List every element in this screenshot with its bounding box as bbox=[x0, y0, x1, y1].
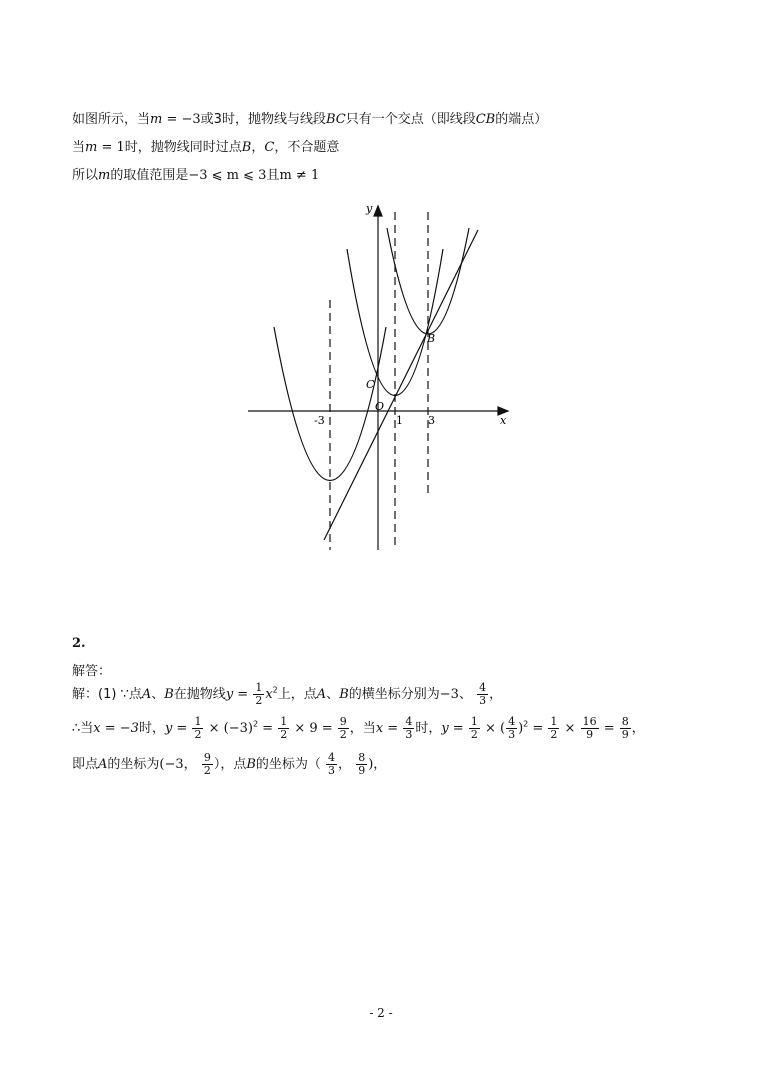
math-expr: = −3 bbox=[162, 112, 201, 127]
math-var: B bbox=[241, 140, 252, 155]
text: 时， bbox=[138, 721, 165, 736]
numerator: 8 bbox=[621, 715, 629, 728]
intro-line-3 bbox=[72, 164, 319, 183]
text: 、 bbox=[151, 687, 165, 702]
text: 、 bbox=[326, 687, 340, 702]
text: 的端点） bbox=[495, 112, 548, 127]
math-var: A bbox=[141, 687, 152, 702]
math-var: A bbox=[316, 687, 327, 702]
math-var: BC bbox=[325, 112, 346, 127]
math-expr: × 9 = bbox=[290, 721, 333, 736]
fraction bbox=[338, 716, 349, 741]
math-var: m bbox=[150, 112, 163, 127]
denominator: 2 bbox=[550, 728, 558, 741]
math-expr: × (−3) bbox=[204, 721, 253, 736]
text: 且 bbox=[266, 168, 280, 183]
numerator: 4 bbox=[508, 715, 516, 728]
text: 时， bbox=[415, 721, 442, 736]
text: 或3时，抛物线与线段 bbox=[200, 112, 326, 127]
fraction bbox=[506, 716, 517, 741]
numerator: 1 bbox=[280, 715, 288, 728]
tick-3-label: 3 bbox=[428, 414, 435, 427]
fraction bbox=[620, 716, 631, 741]
fraction bbox=[326, 752, 337, 777]
denominator: 3 bbox=[405, 728, 413, 741]
denominator: 2 bbox=[255, 694, 263, 707]
fraction bbox=[192, 716, 203, 741]
math-expr: = bbox=[599, 721, 615, 736]
text: ， bbox=[631, 721, 645, 736]
math-expr: ) bbox=[518, 721, 524, 736]
text: 解：(1) ∵点 bbox=[72, 687, 142, 702]
exponent: 2 bbox=[523, 719, 529, 729]
math-expr: −3 ⩽ m ⩽ 3 bbox=[188, 168, 267, 183]
y-axis-label: y bbox=[366, 202, 373, 215]
numerator: 4 bbox=[328, 751, 336, 764]
math-expr: × bbox=[560, 721, 576, 736]
point-b-label: B bbox=[427, 332, 436, 345]
math-expr: m ≠ 1 bbox=[279, 168, 320, 183]
math-var: B bbox=[246, 757, 256, 772]
numerator: 4 bbox=[405, 715, 413, 728]
solution-line-1 bbox=[72, 682, 502, 707]
point-c-label: C bbox=[366, 378, 375, 391]
text: 如图所示，当 bbox=[72, 112, 151, 127]
math-expr: (−3， bbox=[159, 757, 197, 772]
x-axis-label: x bbox=[500, 414, 507, 427]
denominator: 2 bbox=[280, 728, 288, 741]
text: ， bbox=[338, 757, 352, 772]
math-var: CB bbox=[475, 112, 496, 127]
text: 的横坐标分别为 bbox=[348, 687, 440, 702]
text: 即点 bbox=[72, 757, 99, 772]
math-var: m bbox=[85, 140, 98, 155]
text: 上，点 bbox=[277, 687, 317, 702]
math-var: m bbox=[98, 168, 111, 183]
denominator: 2 bbox=[470, 728, 478, 741]
denominator: 9 bbox=[621, 728, 629, 741]
page-number: - 2 - bbox=[369, 1006, 393, 1020]
exponent: 2 bbox=[252, 719, 259, 729]
fraction bbox=[356, 752, 367, 777]
line-through-points bbox=[324, 230, 478, 540]
text: 的取值范围是 bbox=[110, 168, 189, 183]
text: ∴当 bbox=[72, 721, 94, 736]
fraction bbox=[477, 682, 488, 707]
y-axis-arrow bbox=[374, 206, 382, 216]
answer-label: 解答： bbox=[72, 664, 112, 679]
question-number: 2. bbox=[72, 636, 86, 651]
text: ，不合题意 bbox=[274, 140, 340, 155]
solution-line-2 bbox=[72, 716, 645, 741]
text: ， bbox=[489, 687, 503, 702]
numerator: 9 bbox=[339, 715, 347, 728]
fraction bbox=[253, 682, 264, 707]
text: 在抛物线 bbox=[173, 687, 226, 702]
text: 、 bbox=[458, 687, 472, 702]
text: 时，抛物线同时过点 bbox=[124, 140, 242, 155]
math-expr: x = −3 bbox=[93, 721, 139, 736]
fraction bbox=[278, 716, 289, 741]
numerator: 9 bbox=[203, 751, 211, 764]
numerator: 1 bbox=[255, 681, 263, 694]
denominator: 9 bbox=[586, 728, 594, 741]
text: ，当 bbox=[349, 721, 376, 736]
denominator: 3 bbox=[479, 694, 487, 707]
math-expr: )， bbox=[368, 757, 387, 772]
denominator: 2 bbox=[339, 728, 347, 741]
denominator: 3 bbox=[328, 764, 336, 777]
text: ， bbox=[251, 140, 265, 155]
fraction bbox=[548, 716, 559, 741]
fraction bbox=[469, 716, 480, 741]
text: 的坐标为（ bbox=[255, 757, 321, 772]
numerator: 4 bbox=[479, 681, 487, 694]
math-expr: = bbox=[528, 721, 544, 736]
tick-1-label: 1 bbox=[396, 414, 403, 427]
math-expr: −3 bbox=[439, 687, 459, 702]
math-var: B bbox=[339, 687, 349, 702]
math-expr: = bbox=[258, 721, 274, 736]
exponent: 2 bbox=[272, 685, 278, 695]
parabola-figure bbox=[240, 200, 520, 560]
math-expr: = 1 bbox=[97, 140, 125, 155]
origin-label: O bbox=[375, 400, 385, 413]
denominator: 2 bbox=[203, 764, 211, 777]
numerator: 1 bbox=[470, 715, 478, 728]
fraction bbox=[403, 716, 414, 741]
math-expr: y = bbox=[225, 687, 249, 702]
solution-line-3 bbox=[72, 752, 386, 777]
math-expr: y = bbox=[164, 721, 188, 736]
math-expr: × ( bbox=[480, 721, 506, 736]
math-expr: y = bbox=[441, 721, 464, 736]
numerator: 8 bbox=[358, 751, 366, 764]
denominator: 2 bbox=[194, 728, 202, 741]
math-var: C bbox=[264, 140, 275, 155]
text: 当 bbox=[72, 140, 86, 155]
math-expr: x = bbox=[375, 721, 399, 736]
math-var: x bbox=[265, 687, 273, 702]
text: 的坐标为 bbox=[107, 757, 160, 772]
intro-line-1 bbox=[72, 108, 547, 127]
numerator: 1 bbox=[194, 715, 202, 728]
numerator: 1 bbox=[550, 715, 558, 728]
text: ），点 bbox=[213, 757, 247, 772]
math-var: B bbox=[164, 687, 174, 702]
fraction bbox=[581, 716, 599, 741]
numerator: 16 bbox=[582, 715, 597, 728]
fraction bbox=[202, 752, 213, 777]
intro-line-2 bbox=[72, 136, 339, 155]
text: 所以 bbox=[72, 168, 99, 183]
tick-neg3-label: -3 bbox=[314, 414, 325, 427]
text: 只有一个交点（即线段 bbox=[345, 112, 476, 127]
denominator: 9 bbox=[358, 764, 366, 777]
denominator: 3 bbox=[508, 728, 516, 741]
math-var: A bbox=[98, 757, 108, 772]
